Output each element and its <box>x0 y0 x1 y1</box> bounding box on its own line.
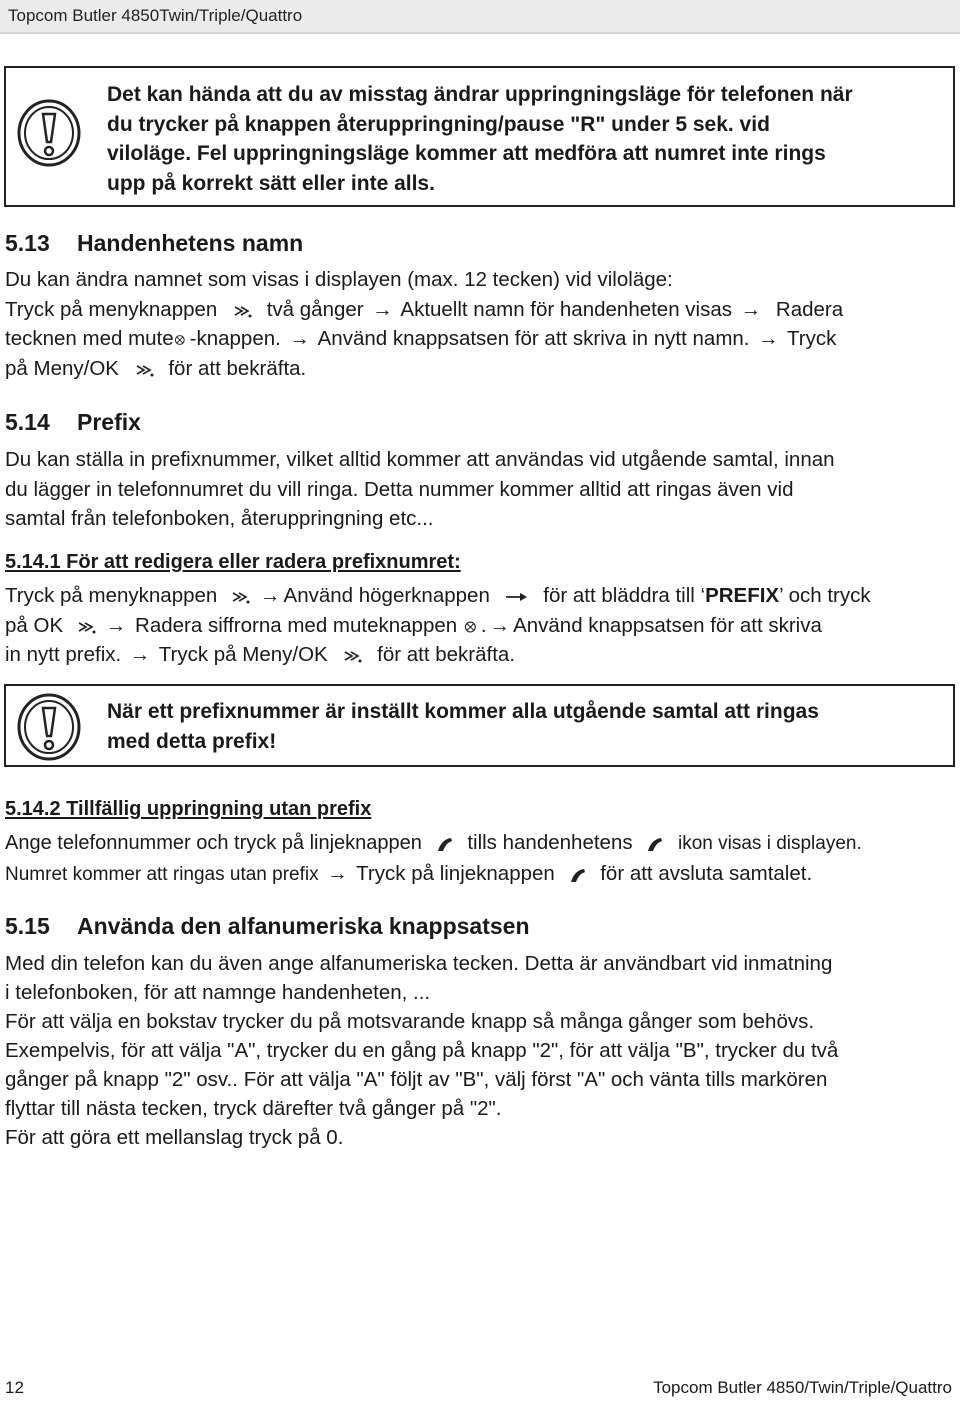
warning-box <box>4 66 955 207</box>
paragraph <box>5 445 952 534</box>
arrow-icon: → <box>489 613 511 637</box>
text: ikon visas i displayen. <box>678 833 862 854</box>
paragraph <box>5 828 952 889</box>
page-number: 12 <box>5 1378 24 1397</box>
section-heading <box>5 230 303 257</box>
warning-line: upp på korrekt sätt eller inte alls. <box>107 171 435 195</box>
text-line: För att göra ett mellanslag tryck på 0. <box>5 1126 344 1149</box>
subsection-heading: 5.14.2 Tillfällig uppringning utan prefix <box>5 798 372 820</box>
section-title: Använda den alfanumeriska knappsatsen <box>77 913 530 939</box>
warning-line: du trycker på knappen återuppringning/pause "R" under 5 sek. vid <box>107 112 770 136</box>
section-number: 5.15 <box>5 913 50 939</box>
right-arrow-key-icon <box>504 589 530 605</box>
text-line <box>5 611 952 641</box>
text: Numret kommer att ringas utan prefix <box>5 863 319 885</box>
text-line: i telefonboken, för att namnge handenheten, ... <box>5 981 431 1004</box>
phone-line-icon <box>644 836 666 852</box>
menu-ok-icon <box>75 619 97 635</box>
text: Använd knappsatsen för att skriva in nytt namn. <box>317 327 750 350</box>
footer-product: Topcom Butler 4850/Twin/Triple/Quattro <box>653 1378 952 1397</box>
menu-ok-icon <box>231 303 253 319</box>
section-title: Handenhetens namn <box>77 230 304 256</box>
arrow-icon: → <box>372 297 393 321</box>
text: Aktuellt namn för handenheten visas <box>400 297 733 321</box>
warning-text <box>107 80 943 198</box>
text: för att bekräfta. <box>377 643 516 666</box>
arrow-icon: → <box>758 327 779 350</box>
mute-icon <box>463 619 481 635</box>
section-title: Prefix <box>77 409 141 435</box>
warning-box <box>4 684 955 767</box>
phone-line-icon <box>567 867 589 883</box>
text-line: du lägger in telefonnumret du vill ringa. Detta nummer kommer alltid att ringas även vid <box>5 477 794 501</box>
text-line: flyttar till nästa tecken, tryck därefter två gånger på "2". <box>5 1097 502 1120</box>
phone-line-icon <box>434 836 456 852</box>
arrow-icon: → <box>740 297 762 321</box>
text: -knappen. <box>189 327 281 350</box>
text-line <box>5 640 952 670</box>
text: in nytt prefix. <box>5 643 122 666</box>
warning-line: med detta prefix! <box>107 729 277 753</box>
text: Använd högerknappen <box>283 584 490 607</box>
text-line: samtal från telefonboken, återuppringning etc... <box>5 507 434 530</box>
text-line: Med din telefon kan du även ange alfanumeriska tecken. Detta är användbart vid inmatning <box>5 952 833 975</box>
warning-line: Det kan hända att du av misstag ändrar uppringningsläge för telefonen när <box>107 83 853 106</box>
text: Radera siffrorna med muteknappen <box>135 613 458 637</box>
text: Radera <box>775 297 844 321</box>
section-heading <box>5 913 530 940</box>
text-line <box>5 828 952 859</box>
text: Tryck <box>787 327 837 350</box>
text: Använd knappsatsen för att skriva <box>513 613 822 637</box>
text: för att avsluta samtalet. <box>600 861 813 885</box>
mute-icon <box>174 332 190 348</box>
section-number: 5.13 <box>5 230 50 256</box>
header-title: Topcom Butler 4850Twin/Triple/Quattro <box>8 6 303 25</box>
text: Tryck på Meny/OK <box>158 643 328 666</box>
prefix-term: PREFIX <box>705 584 780 607</box>
text: två gånger <box>266 297 364 321</box>
warning-text <box>107 697 943 756</box>
menu-ok-icon <box>341 648 363 664</box>
arrow-icon: → <box>289 327 311 350</box>
text-line <box>5 295 952 325</box>
text-line: Du kan ändra namnet som visas i displayen (max. 12 tecken) vid viloläge: <box>5 268 673 291</box>
text: Tryck på menyknappen <box>5 297 218 321</box>
text: på Meny/OK <box>5 356 119 380</box>
text: tecknen med mute <box>5 327 174 350</box>
arrow-icon: → <box>129 643 151 666</box>
section-heading <box>5 409 141 436</box>
text: för att bekräfta. <box>168 356 307 380</box>
exclamation-warning-icon <box>16 98 82 168</box>
text-line: gånger på knapp "2" osv.. För att välja "A" följt av "B", välj först "A" och vänta tills markören <box>5 1068 828 1091</box>
text-line <box>5 581 952 611</box>
text: på OK <box>5 613 64 637</box>
text: tills handenhetens <box>467 831 633 854</box>
text-line: För att välja en bokstav trycker du på motsvarande knapp så många gånger som behövs. <box>5 1010 815 1033</box>
text-line <box>5 859 952 890</box>
warning-line: viloläge. Fel uppringningsläge kommer att medföra att numret inte rings <box>107 142 826 165</box>
arrow-icon: → <box>105 613 127 637</box>
paragraph <box>5 581 952 670</box>
arrow-icon: → <box>327 861 348 885</box>
section-number: 5.14 <box>5 409 50 435</box>
text: Tryck på menyknappen <box>5 584 218 607</box>
paragraph <box>5 949 952 1152</box>
subsection-heading: 5.14.1 För att redigera eller radera prefixnumret: <box>5 551 461 573</box>
text-line <box>5 324 952 354</box>
menu-ok-icon <box>133 362 155 378</box>
exclamation-warning-icon <box>16 692 82 762</box>
text: för att bläddra till ‘ <box>543 584 706 607</box>
text: ’ och tryck <box>779 584 871 607</box>
arrow-icon: → <box>260 584 281 607</box>
paragraph <box>5 265 952 383</box>
menu-ok-icon <box>229 589 251 605</box>
warning-line: När ett prefixnummer är inställt kommer alla utgående samtal att ringas <box>107 700 819 723</box>
text: . <box>480 613 487 637</box>
text-line <box>5 354 952 384</box>
text: Ange telefonnummer och tryck på linjeknappen <box>5 832 422 854</box>
text: Tryck på linjeknappen <box>356 861 555 885</box>
text-line: Du kan ställa in prefixnummer, vilket alltid kommer att användas vid utgående samtal, innan <box>5 448 835 471</box>
text-line: Exempelvis, för att välja "A", trycker du en gång på knapp "2", för att välja "B", trycker du två <box>5 1039 839 1062</box>
page-header <box>0 0 960 34</box>
